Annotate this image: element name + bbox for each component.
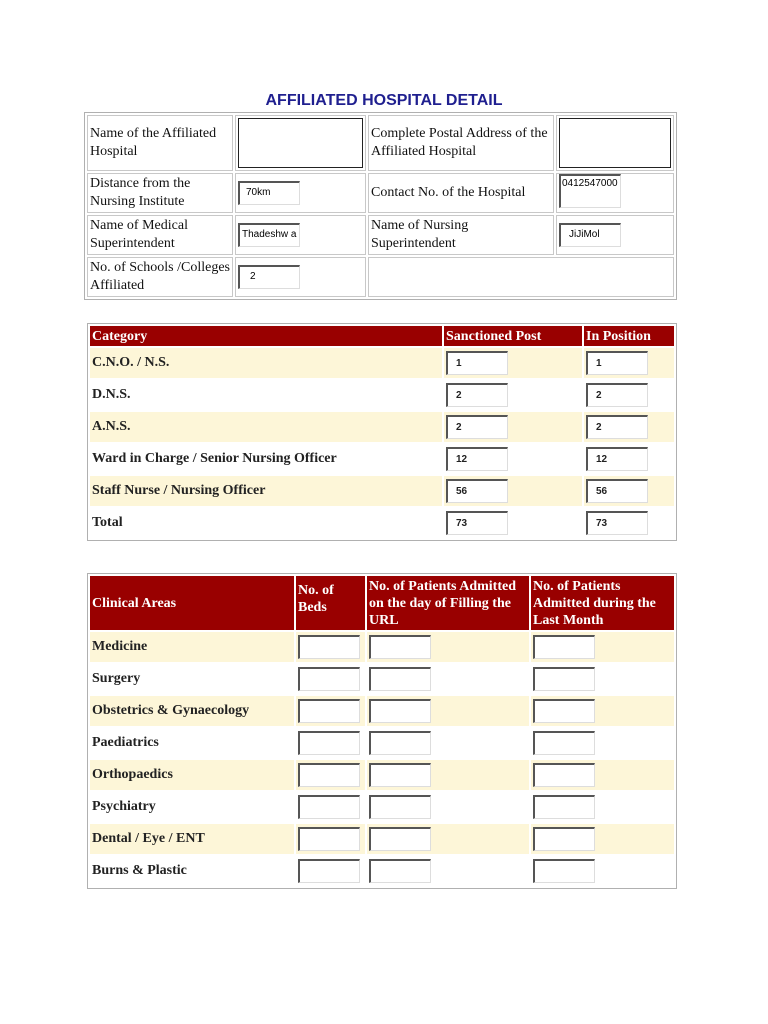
in-position-input[interactable]: 1 — [586, 351, 648, 375]
sanctioned-input[interactable]: 1 — [446, 351, 508, 375]
table-row — [90, 348, 674, 378]
beds-input[interactable] — [298, 731, 360, 755]
header-no-of-beds: No. of Beds — [296, 576, 365, 630]
distance-label: Distance from the Nursing Institute — [87, 173, 233, 213]
sanctioned-input[interactable]: 2 — [446, 383, 508, 407]
header-sanctioned-post: Sanctioned Post — [444, 326, 582, 346]
sanctioned-input[interactable]: 73 — [446, 511, 508, 535]
table-row — [90, 412, 674, 442]
hospital-address-label: Complete Postal Address of the Affiliated Hospital — [368, 115, 554, 171]
table-row — [90, 508, 674, 538]
distance-input[interactable]: 70km — [238, 181, 300, 205]
hospital-address-input[interactable] — [559, 118, 671, 168]
hospital-name-cell — [235, 115, 366, 171]
distance-cell — [235, 173, 366, 213]
nursing-superintendent-label: Name of Nursing Superintendent — [368, 215, 554, 255]
admitted-day-input[interactable] — [369, 827, 431, 851]
table-row — [90, 760, 674, 790]
staff-table — [87, 323, 677, 541]
admitted-month-input[interactable] — [533, 667, 595, 691]
medical-superintendent-label: Name of Medical Superintendent — [87, 215, 233, 255]
beds-input[interactable] — [298, 699, 360, 723]
sanctioned-input[interactable]: 2 — [446, 415, 508, 439]
table-row — [90, 856, 674, 886]
row-category: C.N.O. / N.S. — [90, 348, 442, 378]
beds-input[interactable] — [298, 859, 360, 883]
admitted-day-input[interactable] — [369, 763, 431, 787]
header-admitted-day: No. of Patients Admitted on the day of Filling the URL — [367, 576, 529, 630]
admitted-day-input[interactable] — [369, 699, 431, 723]
beds-input[interactable] — [298, 827, 360, 851]
admitted-day-input[interactable] — [369, 859, 431, 883]
row-clinical-area: Burns & Plastic — [90, 856, 294, 886]
row-clinical-area: Obstetrics & Gynaecology — [90, 696, 294, 726]
in-position-input[interactable]: 56 — [586, 479, 648, 503]
schools-label: No. of Schools /Colleges Affiliated — [87, 257, 233, 297]
beds-input[interactable] — [298, 635, 360, 659]
contact-cell — [556, 173, 674, 213]
header-clinical-areas: Clinical Areas — [90, 576, 294, 630]
row-category: Staff Nurse / Nursing Officer — [90, 476, 442, 506]
hospital-name-label: Name of the Affiliated Hospital — [87, 115, 233, 171]
admitted-month-input[interactable] — [533, 731, 595, 755]
in-position-input[interactable]: 2 — [586, 383, 648, 407]
admitted-month-input[interactable] — [533, 795, 595, 819]
sanctioned-input[interactable]: 56 — [446, 479, 508, 503]
admitted-day-input[interactable] — [369, 731, 431, 755]
table-row — [90, 728, 674, 758]
nursing-superintendent-input[interactable]: JiJiMol — [559, 223, 621, 247]
admitted-month-input[interactable] — [533, 699, 595, 723]
beds-input[interactable] — [298, 667, 360, 691]
header-category: Category — [90, 326, 442, 346]
table-row — [90, 444, 674, 474]
row-clinical-area: Medicine — [90, 632, 294, 662]
admitted-month-input[interactable] — [533, 859, 595, 883]
admitted-day-input[interactable] — [369, 635, 431, 659]
row-clinical-area: Paediatrics — [90, 728, 294, 758]
hospital-address-cell — [556, 115, 674, 171]
table-row — [90, 632, 674, 662]
table-row — [90, 792, 674, 822]
row-clinical-area: Surgery — [90, 664, 294, 694]
table-row — [90, 476, 674, 506]
admitted-month-input[interactable] — [533, 763, 595, 787]
empty-cell — [368, 257, 674, 297]
nursing-superintendent-cell — [556, 215, 674, 255]
table-row — [90, 380, 674, 410]
contact-input[interactable]: 0412547000 — [559, 174, 621, 208]
row-category: Ward in Charge / Senior Nursing Officer — [90, 444, 442, 474]
header-in-position: In Position — [584, 326, 674, 346]
row-clinical-area: Dental / Eye / ENT — [90, 824, 294, 854]
beds-input[interactable] — [298, 763, 360, 787]
schools-input[interactable]: 2 — [238, 265, 300, 289]
admitted-month-input[interactable] — [533, 635, 595, 659]
page-title: AFFILIATED HOSPITAL DETAIL — [265, 92, 503, 109]
in-position-input[interactable]: 12 — [586, 447, 648, 471]
admitted-day-input[interactable] — [369, 667, 431, 691]
row-category: D.N.S. — [90, 380, 442, 410]
sanctioned-input[interactable]: 12 — [446, 447, 508, 471]
hospital-details-table — [84, 112, 677, 300]
header-admitted-month: No. of Patients Admitted during the Last Month — [531, 576, 674, 630]
table-row — [90, 664, 674, 694]
hospital-name-input[interactable] — [238, 118, 363, 168]
beds-input[interactable] — [298, 795, 360, 819]
schools-cell — [235, 257, 366, 297]
admitted-month-input[interactable] — [533, 827, 595, 851]
row-clinical-area: Orthopaedics — [90, 760, 294, 790]
admitted-day-input[interactable] — [369, 795, 431, 819]
in-position-input[interactable]: 2 — [586, 415, 648, 439]
table-row — [90, 824, 674, 854]
medical-superintendent-input[interactable]: Thadeshw a — [238, 223, 300, 247]
in-position-input[interactable]: 73 — [586, 511, 648, 535]
row-category: A.N.S. — [90, 412, 442, 442]
medical-superintendent-cell — [235, 215, 366, 255]
row-category: Total — [90, 508, 442, 538]
contact-label: Contact No. of the Hospital — [368, 173, 554, 213]
table-row — [90, 696, 674, 726]
row-clinical-area: Psychiatry — [90, 792, 294, 822]
clinical-areas-table — [87, 573, 677, 889]
